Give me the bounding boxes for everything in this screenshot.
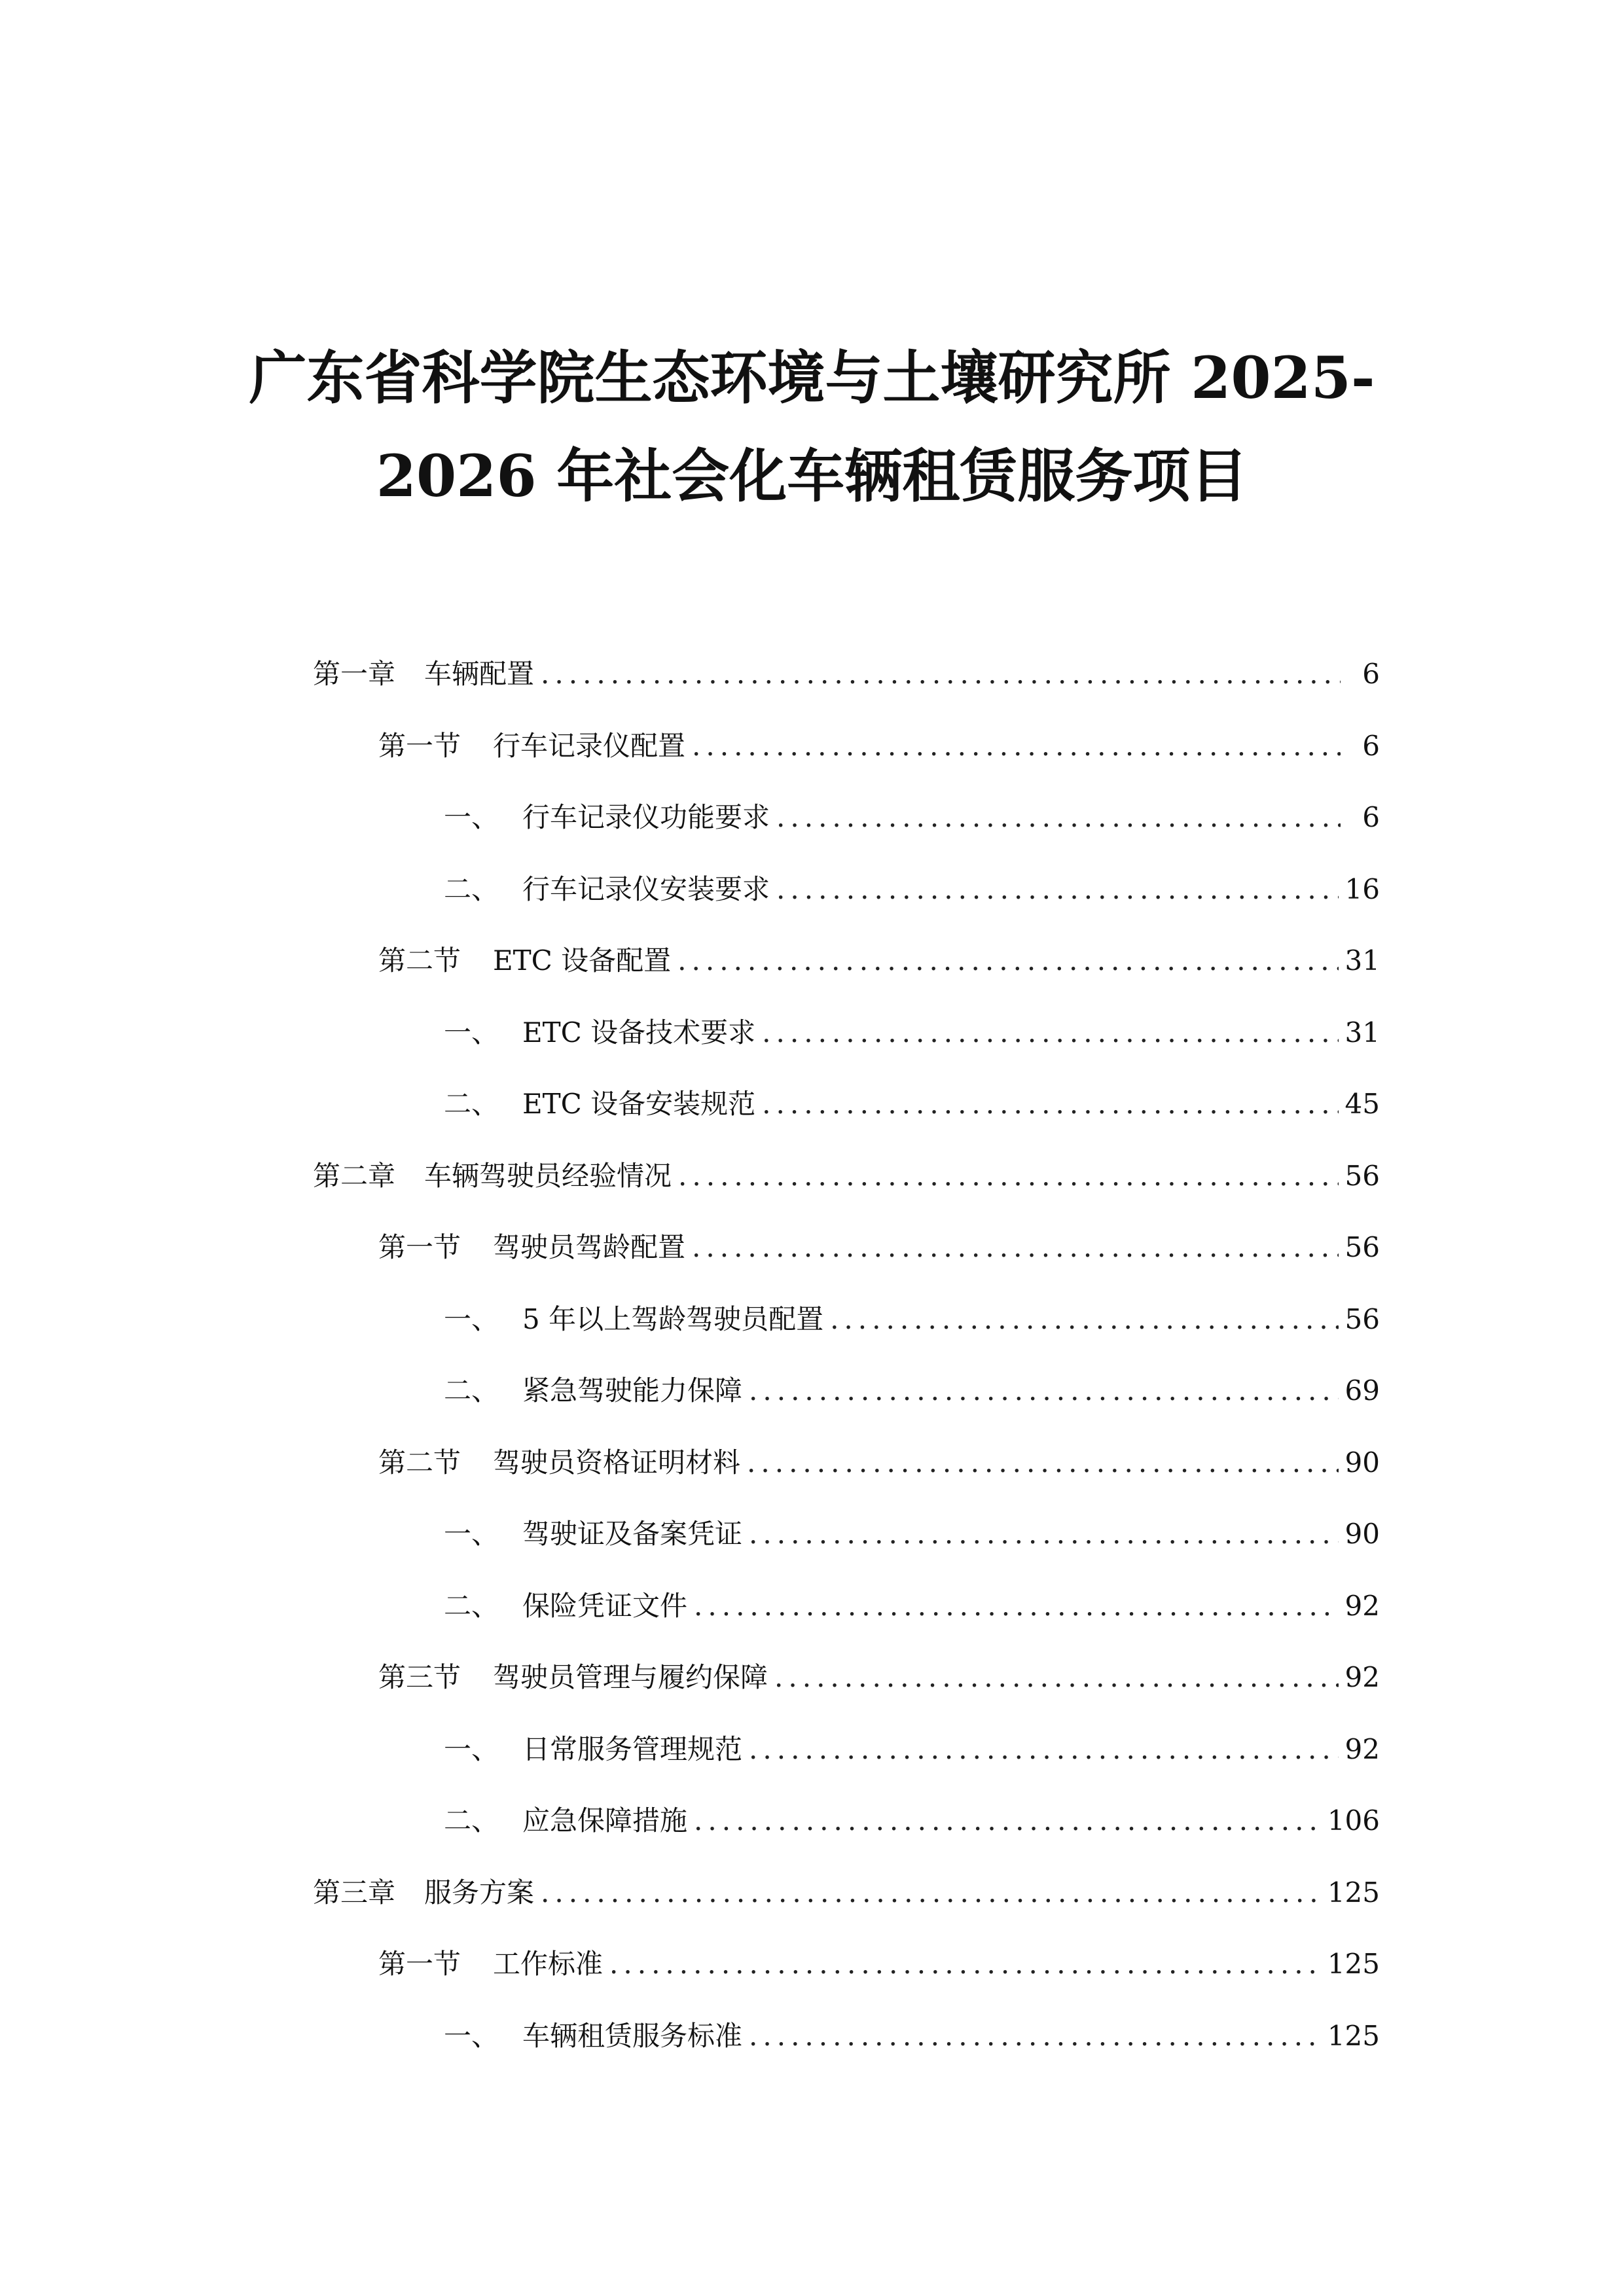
toc-entry-page-number: 125 <box>1327 2019 1380 2052</box>
toc-entry[interactable] <box>444 1293 1380 1346</box>
toc-entry-number: 一、 <box>444 801 499 833</box>
toc-dot-leader <box>776 863 1339 916</box>
toc-entry-number: 一、 <box>444 1302 499 1335</box>
toc-entry[interactable] <box>313 1150 1380 1202</box>
toc-entry-number: 二、 <box>444 1804 499 1837</box>
toc-entry-page-number: 56 <box>1344 1159 1380 1192</box>
toc-entry-page-number: 56 <box>1344 1302 1380 1335</box>
toc-entry-number: 第一章 <box>313 658 396 690</box>
toc-dot-leader <box>694 1795 1321 1847</box>
toc-entry-number: 一、 <box>444 1518 499 1550</box>
toc-entry-page-number: 16 <box>1344 872 1380 905</box>
toc-dot-leader <box>541 648 1341 700</box>
toc-entry-number: 第二章 <box>313 1159 396 1192</box>
toc-entry[interactable] <box>444 1365 1380 1417</box>
toc-entry-title: 5 年以上驾龄驾驶员配置 <box>522 1302 824 1335</box>
toc-entry-number: 第一节 <box>378 729 461 762</box>
toc-dot-leader <box>749 1508 1339 1560</box>
toc-entry-title: 车辆租赁服务标准 <box>522 2019 743 2052</box>
toc-entry-number: 一、 <box>444 2019 499 2052</box>
toc-entry-page-number: 56 <box>1344 1231 1380 1263</box>
toc-entry[interactable] <box>378 1437 1380 1489</box>
toc-dot-leader <box>749 2010 1321 2062</box>
toc-entry-title: ETC 设备安装规范 <box>522 1088 756 1120</box>
toc-entry-number: 第二节 <box>378 944 461 977</box>
toc-dot-leader <box>692 1221 1339 1274</box>
toc-entry-number: 第三章 <box>313 1876 396 1909</box>
toc-entry-page-number: 31 <box>1344 1016 1380 1049</box>
toc-dot-leader <box>762 1078 1338 1130</box>
toc-entry-page-number: 92 <box>1344 1589 1380 1622</box>
toc-dot-leader <box>678 1150 1339 1202</box>
toc-entry-title: 保险凭证文件 <box>522 1589 688 1622</box>
toc-entry-page-number: 31 <box>1344 944 1380 977</box>
toc-entry-page-number: 6 <box>1362 658 1380 690</box>
toc-entry-number: 一、 <box>444 1016 499 1049</box>
toc-entry-page-number: 6 <box>1362 801 1380 833</box>
toc-entry[interactable] <box>313 648 1380 700</box>
document-title <box>0 329 1624 525</box>
document-title-line-2: 2026 年社会化车辆租赁服务项目 <box>376 442 1248 510</box>
toc-entry-title: 驾驶员资格证明材料 <box>493 1446 741 1479</box>
toc-entry-number: 一、 <box>444 1732 499 1765</box>
toc-entry[interactable] <box>378 1651 1380 1704</box>
toc-dot-leader <box>749 1365 1339 1417</box>
toc-entry[interactable] <box>313 1867 1380 1919</box>
toc-entry[interactable] <box>444 791 1380 844</box>
toc-entry-number: 第一节 <box>378 1231 461 1263</box>
toc-dot-leader <box>776 791 1341 844</box>
toc-dot-leader <box>692 720 1341 772</box>
toc-entry-page-number: 125 <box>1327 1876 1380 1909</box>
toc-entry-title: 工作标准 <box>493 1948 604 1980</box>
toc-entry-page-number: 45 <box>1344 1088 1380 1120</box>
toc-entry-page-number: 125 <box>1327 1948 1380 1980</box>
toc-dot-leader <box>749 1723 1339 1776</box>
toc-dot-leader <box>609 1938 1321 1990</box>
toc-entry[interactable] <box>444 1723 1380 1776</box>
toc-entry[interactable] <box>378 935 1380 987</box>
toc-entry-title: 车辆配置 <box>424 658 535 690</box>
toc-entry-page-number: 92 <box>1344 1661 1380 1693</box>
toc-entry[interactable] <box>378 1221 1380 1274</box>
toc-entry[interactable] <box>378 720 1380 772</box>
toc-entry-title: 行车记录仪配置 <box>493 729 686 762</box>
toc-dot-leader <box>830 1293 1338 1346</box>
toc-entry-title: 日常服务管理规范 <box>522 1732 743 1765</box>
toc-entry-page-number: 69 <box>1344 1374 1380 1407</box>
toc-dot-leader <box>694 1580 1339 1632</box>
toc-entry-number: 第二节 <box>378 1446 461 1479</box>
toc-entry-number: 第三节 <box>378 1661 461 1693</box>
toc-entry-title: 紧急驾驶能力保障 <box>522 1374 743 1407</box>
toc-dot-leader <box>774 1651 1339 1704</box>
toc-entry-title: 驾驶员管理与履约保障 <box>493 1661 768 1693</box>
toc-entry-title: ETC 设备技术要求 <box>522 1016 756 1049</box>
toc-entry[interactable] <box>444 863 1380 916</box>
toc-entry-title: 驾驶员驾龄配置 <box>493 1231 686 1263</box>
toc-entry[interactable] <box>444 1795 1380 1847</box>
toc-entry-page-number: 6 <box>1362 729 1380 762</box>
toc-entry[interactable] <box>444 1078 1380 1130</box>
toc-entry-page-number: 90 <box>1344 1446 1380 1479</box>
toc-entry[interactable] <box>444 1580 1380 1632</box>
toc-entry-page-number: 92 <box>1344 1732 1380 1765</box>
toc-entry-page-number: 90 <box>1344 1518 1380 1550</box>
toc-entry[interactable] <box>444 1007 1380 1059</box>
toc-entry[interactable] <box>444 2010 1380 2062</box>
toc-entry-title: 服务方案 <box>424 1876 535 1909</box>
toc-entry-title: 车辆驾驶员经验情况 <box>424 1159 672 1192</box>
toc-entry-number: 二、 <box>444 1589 499 1622</box>
toc-entry-number: 二、 <box>444 872 499 905</box>
document-title-line-1: 广东省科学院生态环境与土壤研究所 2025- <box>249 344 1375 412</box>
toc-entry-number: 二、 <box>444 1374 499 1407</box>
toc-entry-title: 应急保障措施 <box>522 1804 688 1837</box>
toc-entry-page-number: 106 <box>1327 1804 1380 1837</box>
toc-dot-leader <box>747 1437 1339 1489</box>
toc-entry-title: 行车记录仪功能要求 <box>522 801 770 833</box>
toc-entry-number: 第一节 <box>378 1948 461 1980</box>
toc-entry-title: ETC 设备配置 <box>493 944 672 977</box>
toc-entry[interactable] <box>378 1938 1380 1990</box>
toc-entry-title: 驾驶证及备案凭证 <box>522 1518 743 1550</box>
toc-dot-leader <box>541 1867 1321 1919</box>
toc-entry-number: 二、 <box>444 1088 499 1120</box>
toc-entry[interactable] <box>444 1508 1380 1560</box>
toc-entry-title: 行车记录仪安装要求 <box>522 872 770 905</box>
toc-dot-leader <box>677 935 1338 987</box>
toc-dot-leader <box>762 1007 1338 1059</box>
